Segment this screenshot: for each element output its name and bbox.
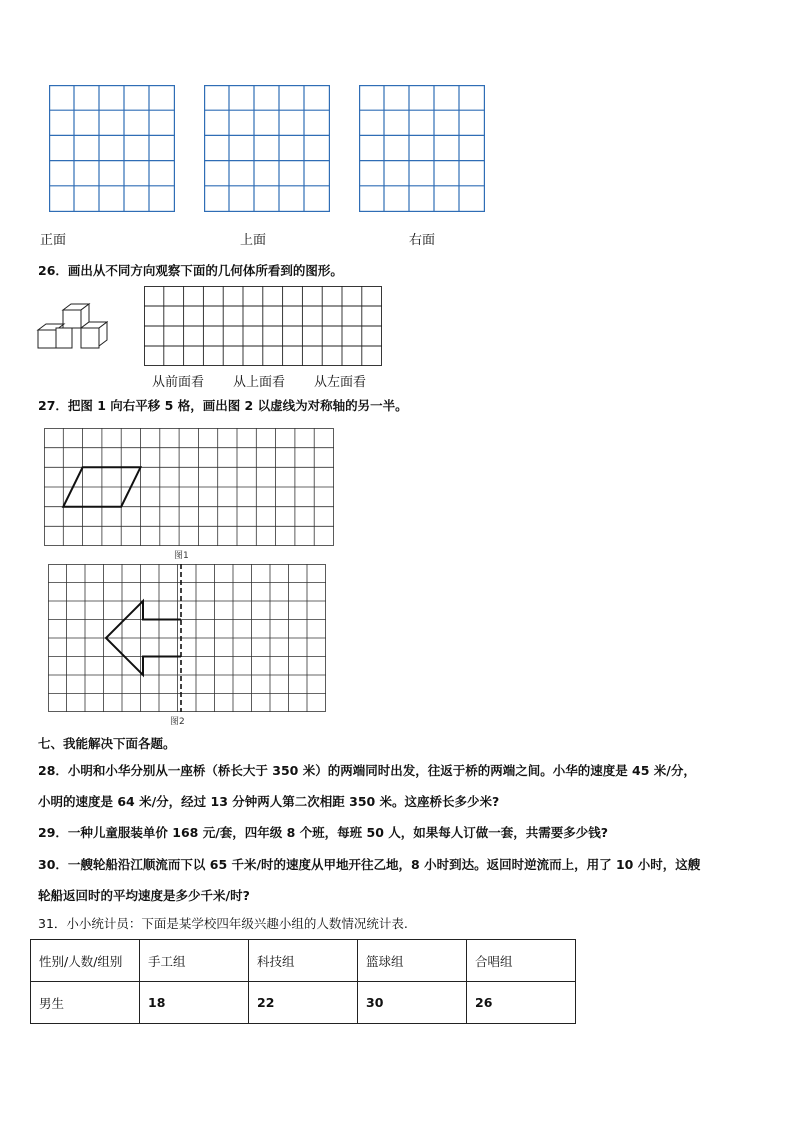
caption-front-view: 从前面看	[152, 375, 205, 390]
table-cell: 男生	[31, 982, 140, 1024]
table-cell: 30	[358, 982, 467, 1024]
figure-1-label: 图1	[174, 551, 189, 561]
table-cell: 18	[140, 982, 249, 1024]
view-label-top: 上面	[240, 233, 267, 248]
question-30-line-1: 30．一艘轮船沿江顺流而下以 65 千米/时的速度从甲地开往乙地，8 小时到达。返回时逆流而上，用了 10 小时，这艘	[38, 857, 701, 872]
table-header-cell: 性别/人数/组别	[31, 940, 140, 982]
table-row	[31, 982, 576, 1024]
question-31: 31．小小统计员：下面是某学校四年级兴趣小组的人数情况统计表.	[38, 916, 408, 931]
question-27: 27．把图 1 向右平移 5 格，画出图 2 以虚线为对称轴的另一半。	[38, 398, 408, 413]
figure-2-grid[interactable]	[48, 564, 326, 712]
question-29: 29．一种儿童服装单价 168 元/套，四年级 8 个班，每班 50 人，如果每人订做一套，共需要多少钱?	[38, 825, 609, 840]
question-28-line-2: 小明的速度是 64 米/分，经过 13 分钟两人第二次相距 350 米。这座桥长多少米?	[38, 794, 500, 809]
table-header-cell: 手工组	[140, 940, 249, 982]
view-label-right: 右面	[409, 233, 436, 248]
caption-top-view: 从上面看	[233, 375, 286, 390]
question-26: 26．画出从不同方向观察下面的几何体所看到的图形。	[38, 263, 343, 278]
interest-group-table	[30, 939, 576, 1024]
table-header-cell: 科技组	[249, 940, 358, 982]
figure-1-grid[interactable]	[44, 428, 334, 546]
table-cell: 26	[467, 982, 576, 1024]
table-header-cell: 合唱组	[467, 940, 576, 982]
view-grid-front[interactable]	[49, 85, 175, 212]
question-28-line-1: 28．小明和小华分别从一座桥（桥长大于 350 米）的两端同时出发，往返于桥的两端之间。小华的速度是 45 米/分，	[38, 763, 696, 778]
view-grid-top[interactable]	[204, 85, 330, 212]
answer-grid-26[interactable]	[144, 286, 382, 366]
table-cell: 22	[249, 982, 358, 1024]
question-30-line-2: 轮船返回时的平均速度是多少千米/时?	[38, 888, 250, 903]
table-header-row	[31, 940, 576, 982]
figure-2-label: 图2	[170, 717, 185, 727]
view-grid-right[interactable]	[359, 85, 485, 212]
section-7-title: 七、我能解决下面各题。	[38, 736, 176, 751]
caption-left-view: 从左面看	[314, 375, 367, 390]
view-label-front: 正面	[40, 233, 67, 248]
table-header-cell: 篮球组	[358, 940, 467, 982]
cube-solid-figure	[36, 302, 108, 352]
